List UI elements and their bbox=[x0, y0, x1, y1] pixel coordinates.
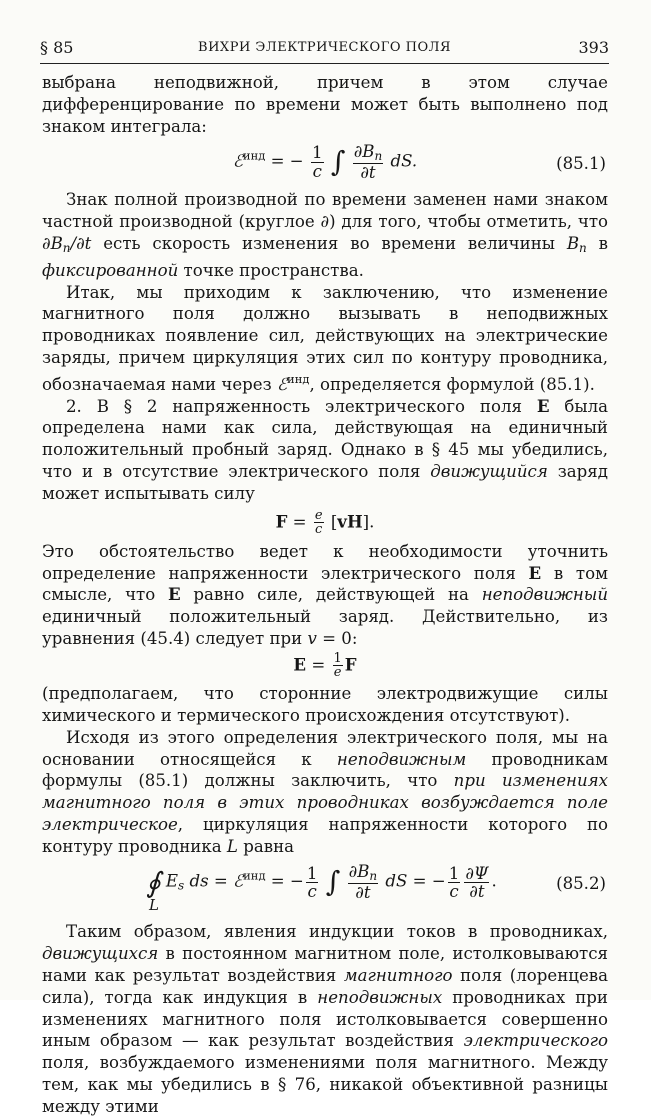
contour-integral-sign: ∮ bbox=[146, 865, 161, 899]
paragraph-8: Таким образом, явления индукции токов в проводниках, движущихся в постоянном магнитном поле, истолковываются нами как результат воздействия магнитного поля (лоренцева сила), тогда как индукция в неподвижных проводниках при изменениях магнитного поля истолковывается совершенно иным образом — как результат воздействия электрического поля, возбуждаемого изменениями поля магнитного. Между тем, как мы убедились в § 76, никакой объективной разницы между этими bbox=[42, 922, 609, 1116]
equation-85-2: ∮ $E_s$ ds = ℰ$^{инд}$ = − $\frac{1}{c}$ ∫ $\frac{\partial B_n}{\partial t}$ dS = − $\frac{1}{c}$ $\frac{\partial\Psi}{\partial t}$ . L (85.2) bbox=[42, 863, 608, 909]
paragraph-5: Это обстоятельство ведет к необходимости уточнить определение напряженности электрического поля E в том смысле, что E равно силе, действующей на неподвижный единичный положительный заряд. Действительно, из уравнения (45.4) следует при v = 0: bbox=[42, 541, 609, 649]
page-body bbox=[42, 72, 608, 1118]
header-rule bbox=[40, 63, 609, 64]
fraction: $\frac{1}{e}$ bbox=[333, 650, 342, 681]
fraction: $\frac{\partial B_n}{\partial t}$ bbox=[348, 862, 378, 903]
paragraph-4: 2. В § 2 напряженность электрического поля E была определена нами как сила, действующая на единичный положительный пробный заряд. Однако в § 45 мы убедились, что и в отсутствие электрического поля движущийся заряд может испытывать силу bbox=[42, 395, 608, 503]
paragraph-3: Итак, мы приходим к заключению, что изменение магнитного поля должно вызывать в неподвижных проводниках появление сил, действующих на электрические заряды, причем циркуляция этих сил по контуру проводника, обозначаемая нами через ℰ$^{инд}$, определяется формулой (85.1). bbox=[42, 282, 608, 394]
running-title: ВИХРИ ЭЛЕКТРИЧЕСКОГО ПОЛЯ bbox=[198, 40, 451, 55]
section-number: § 85 bbox=[40, 38, 74, 57]
paragraph-7: Исходя из этого определения электрического поля, мы на основании относящейся к неподвижным проводникам формулы (85.1) должны заключить, что при изменениях магнитного поля в этих проводниках возбуждается поле электрическое, циркуляция напряженности которого по контуру проводника L равна bbox=[42, 727, 608, 856]
fraction: $\frac{1}{c}$ bbox=[311, 143, 323, 181]
paragraph-2: Знак полной производной по времени заменен нами знаком частной производной (круглое ∂) для того, чтобы отметить, что $\partial B_n/\partial t$ есть скорость изменения во времени величины $B_n$ в фиксированной точке пространства. bbox=[42, 190, 608, 280]
page-number: 393 bbox=[578, 38, 609, 57]
equation-number: (85.2) bbox=[556, 874, 606, 894]
fraction: $\frac{1}{c}$ bbox=[448, 863, 460, 901]
running-header bbox=[40, 38, 609, 62]
equation-number: (85.1) bbox=[556, 154, 606, 174]
equation-lorentz-force: F = $\frac{e}{c}$ [vH]. bbox=[275, 507, 375, 538]
fraction: $\frac{e}{c}$ bbox=[314, 507, 323, 538]
fraction: $\frac{\partial B_n}{\partial t}$ bbox=[353, 142, 383, 182]
integral-sign: ∫ bbox=[325, 865, 341, 899]
paragraph-1: выбрана неподвижной, причем в этом случае дифференцирование по времени может быть выполнено под знаком интеграла: bbox=[42, 73, 608, 136]
contour-label: L bbox=[149, 896, 159, 915]
fraction: $\frac{\partial\Psi}{\partial t}$ bbox=[465, 863, 489, 901]
integral-sign: ∫ bbox=[330, 145, 346, 179]
fraction: $\frac{1}{c}$ bbox=[306, 863, 318, 901]
paragraph-6: (предполагаем, что сторонние электродвижущие силы химического и термического происхождения отсутствуют). bbox=[42, 684, 608, 725]
equation-85-1: ℰ$^{инд}$ = − $\frac{1}{c}$ ∫ $\frac{\partial B_n}{\partial t}$ dS. (85.1) bbox=[232, 142, 606, 182]
equation-field-definition: E = $\frac{1}{e}$ F bbox=[293, 650, 357, 681]
